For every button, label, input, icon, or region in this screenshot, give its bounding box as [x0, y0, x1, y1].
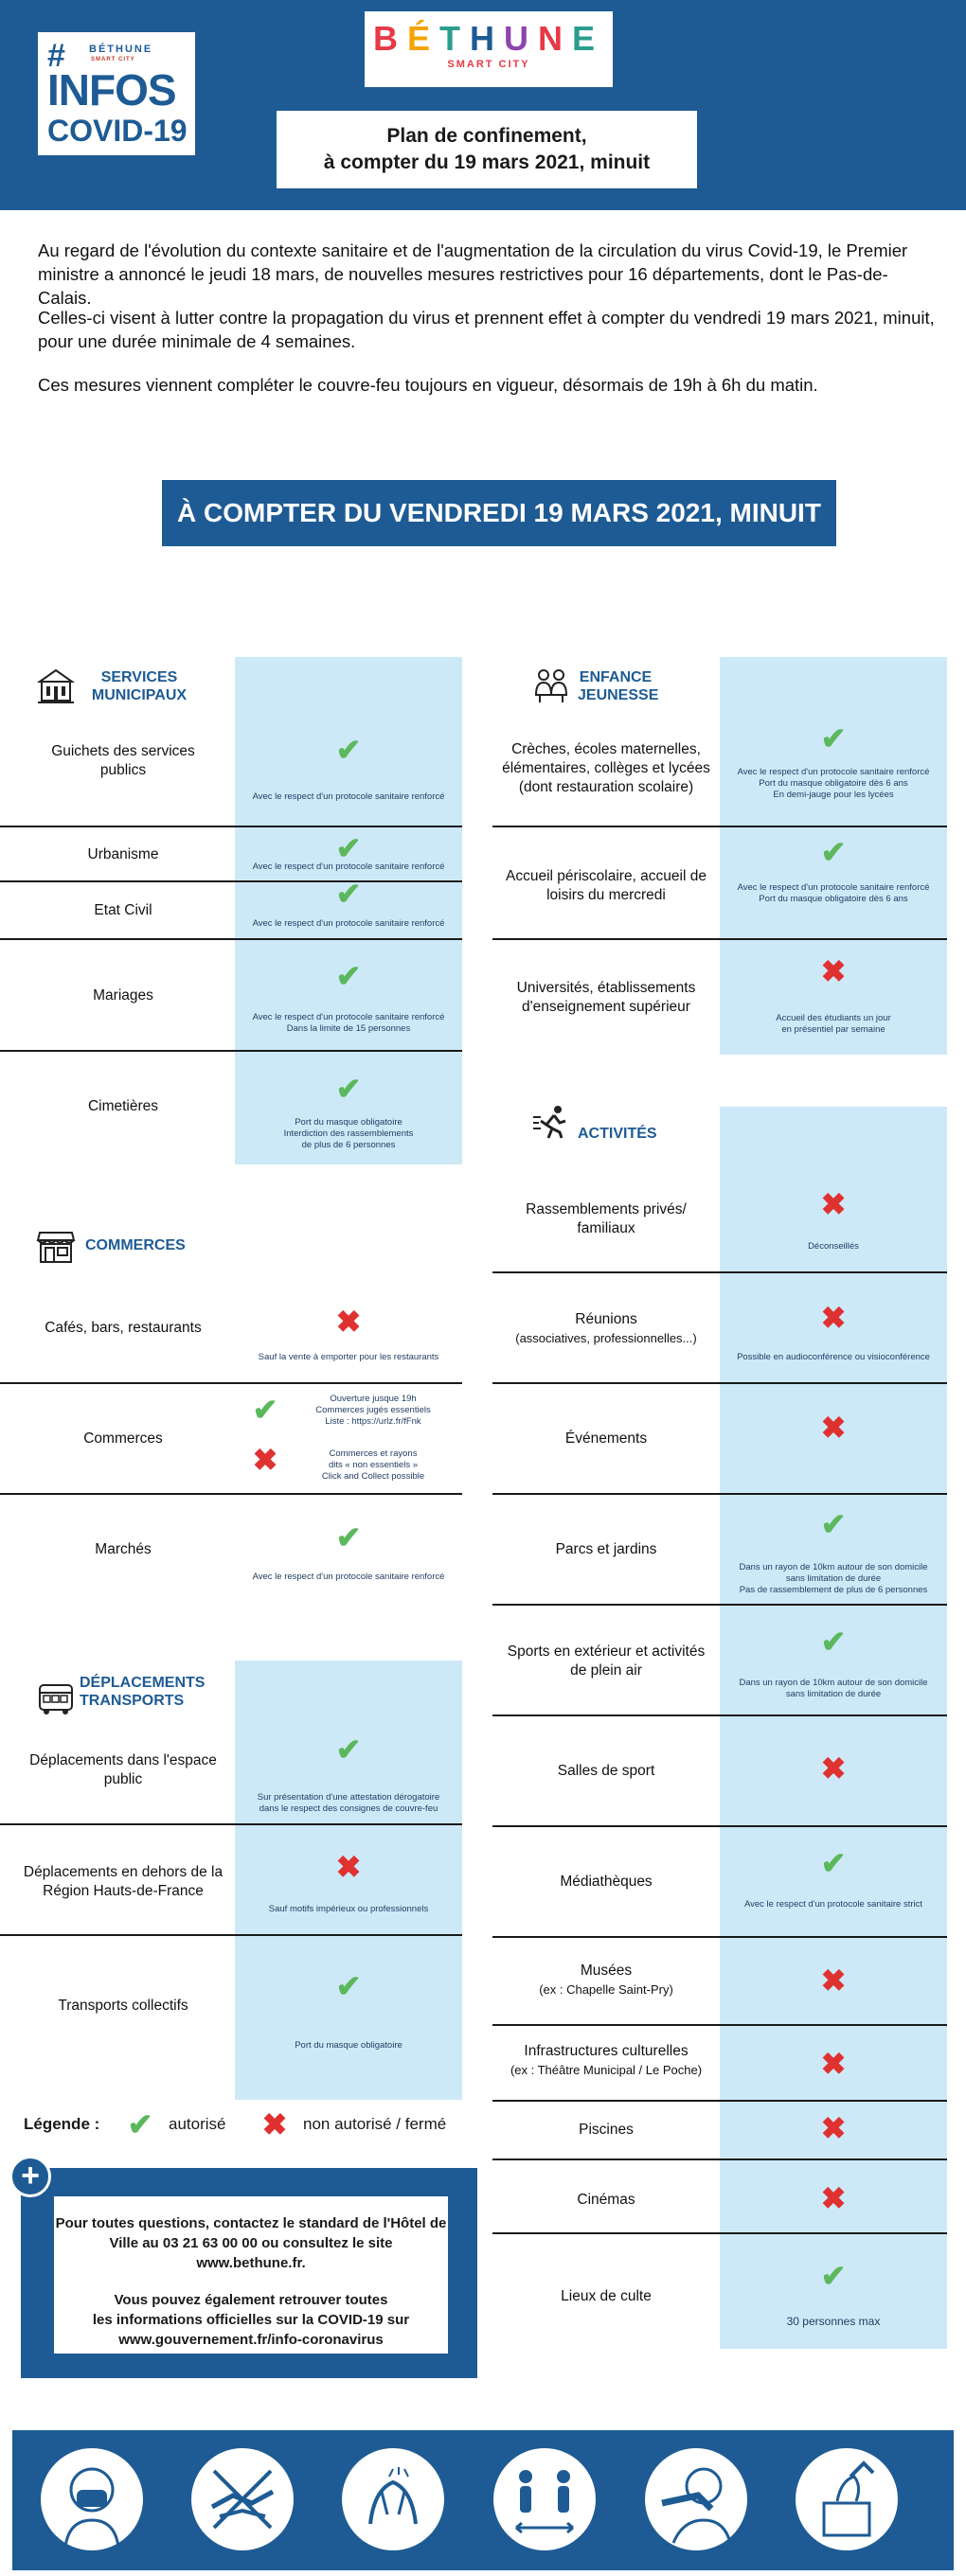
evenements-cross-icon: ✖ [820, 1411, 847, 1445]
reunions-label: Réunions (associatives, professionnelles...) [515, 1311, 697, 1345]
badge-subtitle: COVID-19 [47, 114, 188, 148]
reunions-cross-icon: ✖ [820, 1301, 847, 1335]
cimetieres-label: Cimetières [87, 1098, 159, 1114]
legend-check-icon: ✔ [127, 2107, 153, 2141]
sports-label: Sports en extérieur et activités de plein air [507, 1643, 706, 1679]
culte-note: 30 personnes max [786, 2315, 881, 2328]
enfance-section-header [531, 666, 571, 709]
row-divider [0, 1823, 462, 1825]
mediatheques-check-icon: ✔ [820, 1846, 847, 1880]
row-divider [492, 1714, 947, 1716]
row-divider [492, 2159, 947, 2160]
legend-ok: autorisé [169, 2115, 226, 2133]
salles-cross-icon: ✖ [820, 1751, 847, 1785]
plan-title-box [277, 111, 697, 188]
dep-local-check-icon: ✔ [335, 1732, 362, 1767]
etat-civil-check-icon: ✔ [335, 877, 362, 911]
cimetieres-check-icon: ✔ [335, 1072, 362, 1106]
culte-check-icon: ✔ [820, 2259, 847, 2293]
infra-label: Infrastructures culturelles (ex : Théâtre Municipal / Le Poche) [510, 2043, 703, 2077]
universites-label: Universités, établissements d'enseignement supérieur [516, 980, 696, 1015]
commerces-ok-check-icon: ✔ [252, 1393, 278, 1427]
plan-title-line1: Plan de confinement, [386, 125, 587, 147]
commerces-section-header [36, 1227, 76, 1270]
infra-cross-icon: ✖ [820, 2047, 847, 2081]
commerces-ko-note: Commerces et rayons dits « non essentiels » Click and Collect possible [321, 1448, 425, 1482]
hash-icon: # [47, 38, 65, 74]
commerces-title: COMMERCES [85, 1237, 186, 1253]
row-divider [492, 1936, 947, 1938]
marches-note: Avec le respect d'un protocole sanitaire renforcé [252, 1572, 445, 1582]
intro-paragraph-2: Celles-ci visent à lutter contre la propagation du virus et prennent effet à compter du vendredi 19 mars 2021, minuit, pour une durée minimale de 4 semaines. [38, 308, 935, 351]
cimetieres-note: Port du masque obligatoire Interdiction des rassemblements de plus de 6 personnes [283, 1117, 414, 1150]
running-person-icon [531, 1104, 571, 1142]
badge-smart-city: SMART CITY [91, 57, 135, 62]
row-divider [0, 1382, 462, 1384]
piscines-cross-icon: ✖ [820, 2111, 847, 2145]
row-divider [492, 826, 947, 827]
row-divider [492, 2232, 947, 2234]
creches-check-icon: ✔ [820, 721, 847, 755]
services-title: SERVICES MUNICIPAUX [91, 669, 188, 703]
mediatheques-note: Avec le respect d'un protocole sanitaire strict [743, 1899, 923, 1910]
transports-note: Port du masque obligatoire [295, 2040, 402, 2051]
urbanisme-check-icon: ✔ [335, 831, 362, 865]
cafes-cross-icon: ✖ [335, 1305, 362, 1339]
etat-civil-note: Avec le respect d'un protocole sanitaire renforcé [252, 918, 445, 929]
infos-covid-badge [38, 32, 195, 155]
marches-label: Marchés [95, 1541, 152, 1557]
right-status-column-2 [720, 1107, 947, 2349]
sports-check-icon: ✔ [820, 1625, 847, 1659]
guichets-label: Guichets des services publics [51, 743, 195, 778]
salles-label: Salles de sport [557, 1763, 655, 1779]
intro-paragraph-3: Ces mesures viennent compléter le couvre-feu toujours en vigueur, désormais de 19h à 6h du matin. [38, 375, 818, 395]
bus-icon [36, 1679, 76, 1717]
row-divider [492, 1825, 947, 1827]
bethune-logo [365, 11, 613, 87]
legend-cross-icon: ✖ [261, 2107, 288, 2141]
universites-cross-icon: ✖ [820, 954, 847, 988]
town-hall-icon [36, 666, 76, 704]
cafes-note: Sauf la vente à emporter pour les restaurants [258, 1352, 439, 1362]
logo-word: BÉTHUNE [372, 19, 605, 58]
urbanisme-label: Urbanisme [87, 846, 159, 862]
children-icon [531, 666, 571, 704]
row-divider [0, 1934, 462, 1936]
contact-box [21, 2168, 477, 2378]
piscines-label: Piscines [579, 2122, 634, 2138]
deplacements-title: DÉPLACEMENTS TRANSPORTS [80, 1675, 206, 1709]
contact-text: Pour toutes questions, contactez le standard de l'Hôtel de Ville au 03 21 63 00 00 ou consultez le site www.bethune.fr. Vous pouvez également retrouver toutes les informations officielles sur la COVID-19 sur www.gouvernement.fr/info-coronavirus [54, 2196, 448, 2354]
transports-label: Transports collectifs [58, 1998, 188, 2014]
periscolaire-check-icon: ✔ [820, 835, 847, 869]
mariages-check-icon: ✔ [335, 959, 362, 993]
wash-hands-icon [342, 2448, 444, 2550]
row-divider [492, 2100, 947, 2102]
cinemas-cross-icon: ✖ [820, 2181, 847, 2215]
commerces-ok-note: Ouverture jusque 19h Commerces jugés essentiels Liste : https://urlz.fr/fFnk [315, 1394, 431, 1427]
evenements-label: Événements [564, 1430, 648, 1447]
guichets-note: Avec le respect d'un protocole sanitaire renforcé [252, 791, 445, 802]
row-divider [0, 938, 462, 940]
rassemblements-label: Rassemblements privés/ familiaux [526, 1201, 687, 1236]
plus-icon: + [9, 2156, 51, 2197]
dep-region-note: Sauf motifs impérieux ou professionnels [268, 1904, 429, 1914]
etat-civil-label: Etat Civil [94, 902, 152, 918]
enfance-title: ENFANCE JEUNESSE [578, 669, 659, 703]
activites-title: ACTIVITÉS [578, 1126, 657, 1142]
wear-mask-icon [41, 2448, 143, 2550]
intro-paragraph-1: Au regard de l'évolution du contexte sanitaire et de l'augmentation de la circulation du virus Covid-19, le Premier ministre a annoncé le jeudi 18 mars, de nouvelles mesures restrictives pour 16 départements, dont le Pas-de-Calais. [38, 240, 908, 308]
rassemblements-cross-icon: ✖ [820, 1187, 847, 1221]
cinemas-label: Cinémas [577, 2192, 635, 2208]
urbanisme-note: Avec le respect d'un protocole sanitaire renforcé [252, 862, 445, 872]
guichets-check-icon: ✔ [335, 733, 362, 767]
row-divider [0, 826, 462, 827]
row-divider [492, 1604, 947, 1606]
row-divider [0, 1050, 462, 1052]
gestures-footer [12, 2430, 954, 2570]
dep-local-note: Sur présentation d'une attestation dérogatoire dans le respect des consignes de couvre-feu [257, 1792, 440, 1814]
row-divider [492, 2024, 947, 2026]
date-banner: À COMPTER DU VENDREDI 19 MARS 2021, MINUIT [162, 480, 836, 546]
marches-check-icon: ✔ [335, 1520, 362, 1554]
transports-check-icon: ✔ [335, 1969, 362, 2003]
plan-title-line2: à compter du 19 mars 2021, minuit [323, 151, 651, 173]
universites-note: Accueil des étudiants un jour en présentiel par semaine [776, 1013, 891, 1035]
row-divider [0, 1493, 462, 1495]
legend-title: Légende : [24, 2115, 100, 2133]
row-divider [492, 1493, 947, 1495]
sports-note: Dans un rayon de 10km autour de son domicile sans limitation de durée [739, 1678, 928, 1699]
mariages-label: Mariages [93, 987, 153, 1004]
cough-elbow-icon [645, 2448, 747, 2550]
row-divider [492, 938, 947, 940]
services-section-header [36, 666, 76, 709]
cafes-label: Cafés, bars, restaurants [45, 1320, 202, 1336]
logo-subtitle: SMART CITY [447, 59, 530, 70]
periscolaire-note: Avec le respect d'un protocole sanitaire renforcé Port du masque obligatoire dès 6 ans [737, 882, 930, 904]
rassemblements-note: Déconseillés [808, 1241, 859, 1252]
header [0, 0, 966, 210]
row-divider [492, 1271, 947, 1273]
dep-region-label: Déplacements en dehors de la Région Hauts-de-France [23, 1864, 224, 1899]
badge-title: INFOS [47, 65, 176, 115]
social-distance-icon [493, 2448, 596, 2550]
commerces-ko-cross-icon: ✖ [252, 1443, 278, 1477]
shop-icon [36, 1227, 76, 1265]
mariages-note: Avec le respect d'un protocole sanitaire renforcé Dans la limite de 15 personnes [252, 1012, 445, 1034]
single-use-tissue-icon [796, 2448, 898, 2550]
activites-section-header [531, 1104, 571, 1146]
deplacements-section-header [36, 1679, 76, 1722]
row-divider [492, 1382, 947, 1384]
dep-region-cross-icon: ✖ [335, 1850, 362, 1884]
badge-brand: BÉTHUNE [89, 44, 153, 55]
creches-note: Avec le respect d'un protocole sanitaire renforcé Port du masque obligatoire dès 6 ans En demi-jauge pour les lycées [737, 767, 930, 800]
commerces-label: Commerces [83, 1430, 163, 1447]
mediatheques-label: Médiathèques [560, 1874, 653, 1890]
no-handshake-icon [191, 2448, 294, 2550]
legend-ko: non autorisé / fermé [303, 2115, 447, 2133]
parcs-note: Dans un rayon de 10km autour de son domicile sans limitation de durée Pas de rassemblement de plus de 6 personnes [739, 1562, 928, 1595]
musees-cross-icon: ✖ [820, 1963, 847, 1998]
culte-label: Lieux de culte [561, 2288, 652, 2304]
musees-label: Musées (ex : Chapelle Saint-Pry) [539, 1963, 673, 1997]
parcs-label: Parcs et jardins [555, 1541, 657, 1557]
dep-local-label: Déplacements dans l'espace public [29, 1752, 217, 1787]
creches-label: Crèches, écoles maternelles, élémentaires, collèges et lycées (dont restauration scolaire) [502, 741, 710, 795]
reunions-note: Possible en audioconférence ou visioconférence [737, 1352, 930, 1362]
periscolaire-label: Accueil périscolaire, accueil de loisirs du mercredi [506, 868, 707, 903]
parcs-check-icon: ✔ [820, 1507, 847, 1541]
